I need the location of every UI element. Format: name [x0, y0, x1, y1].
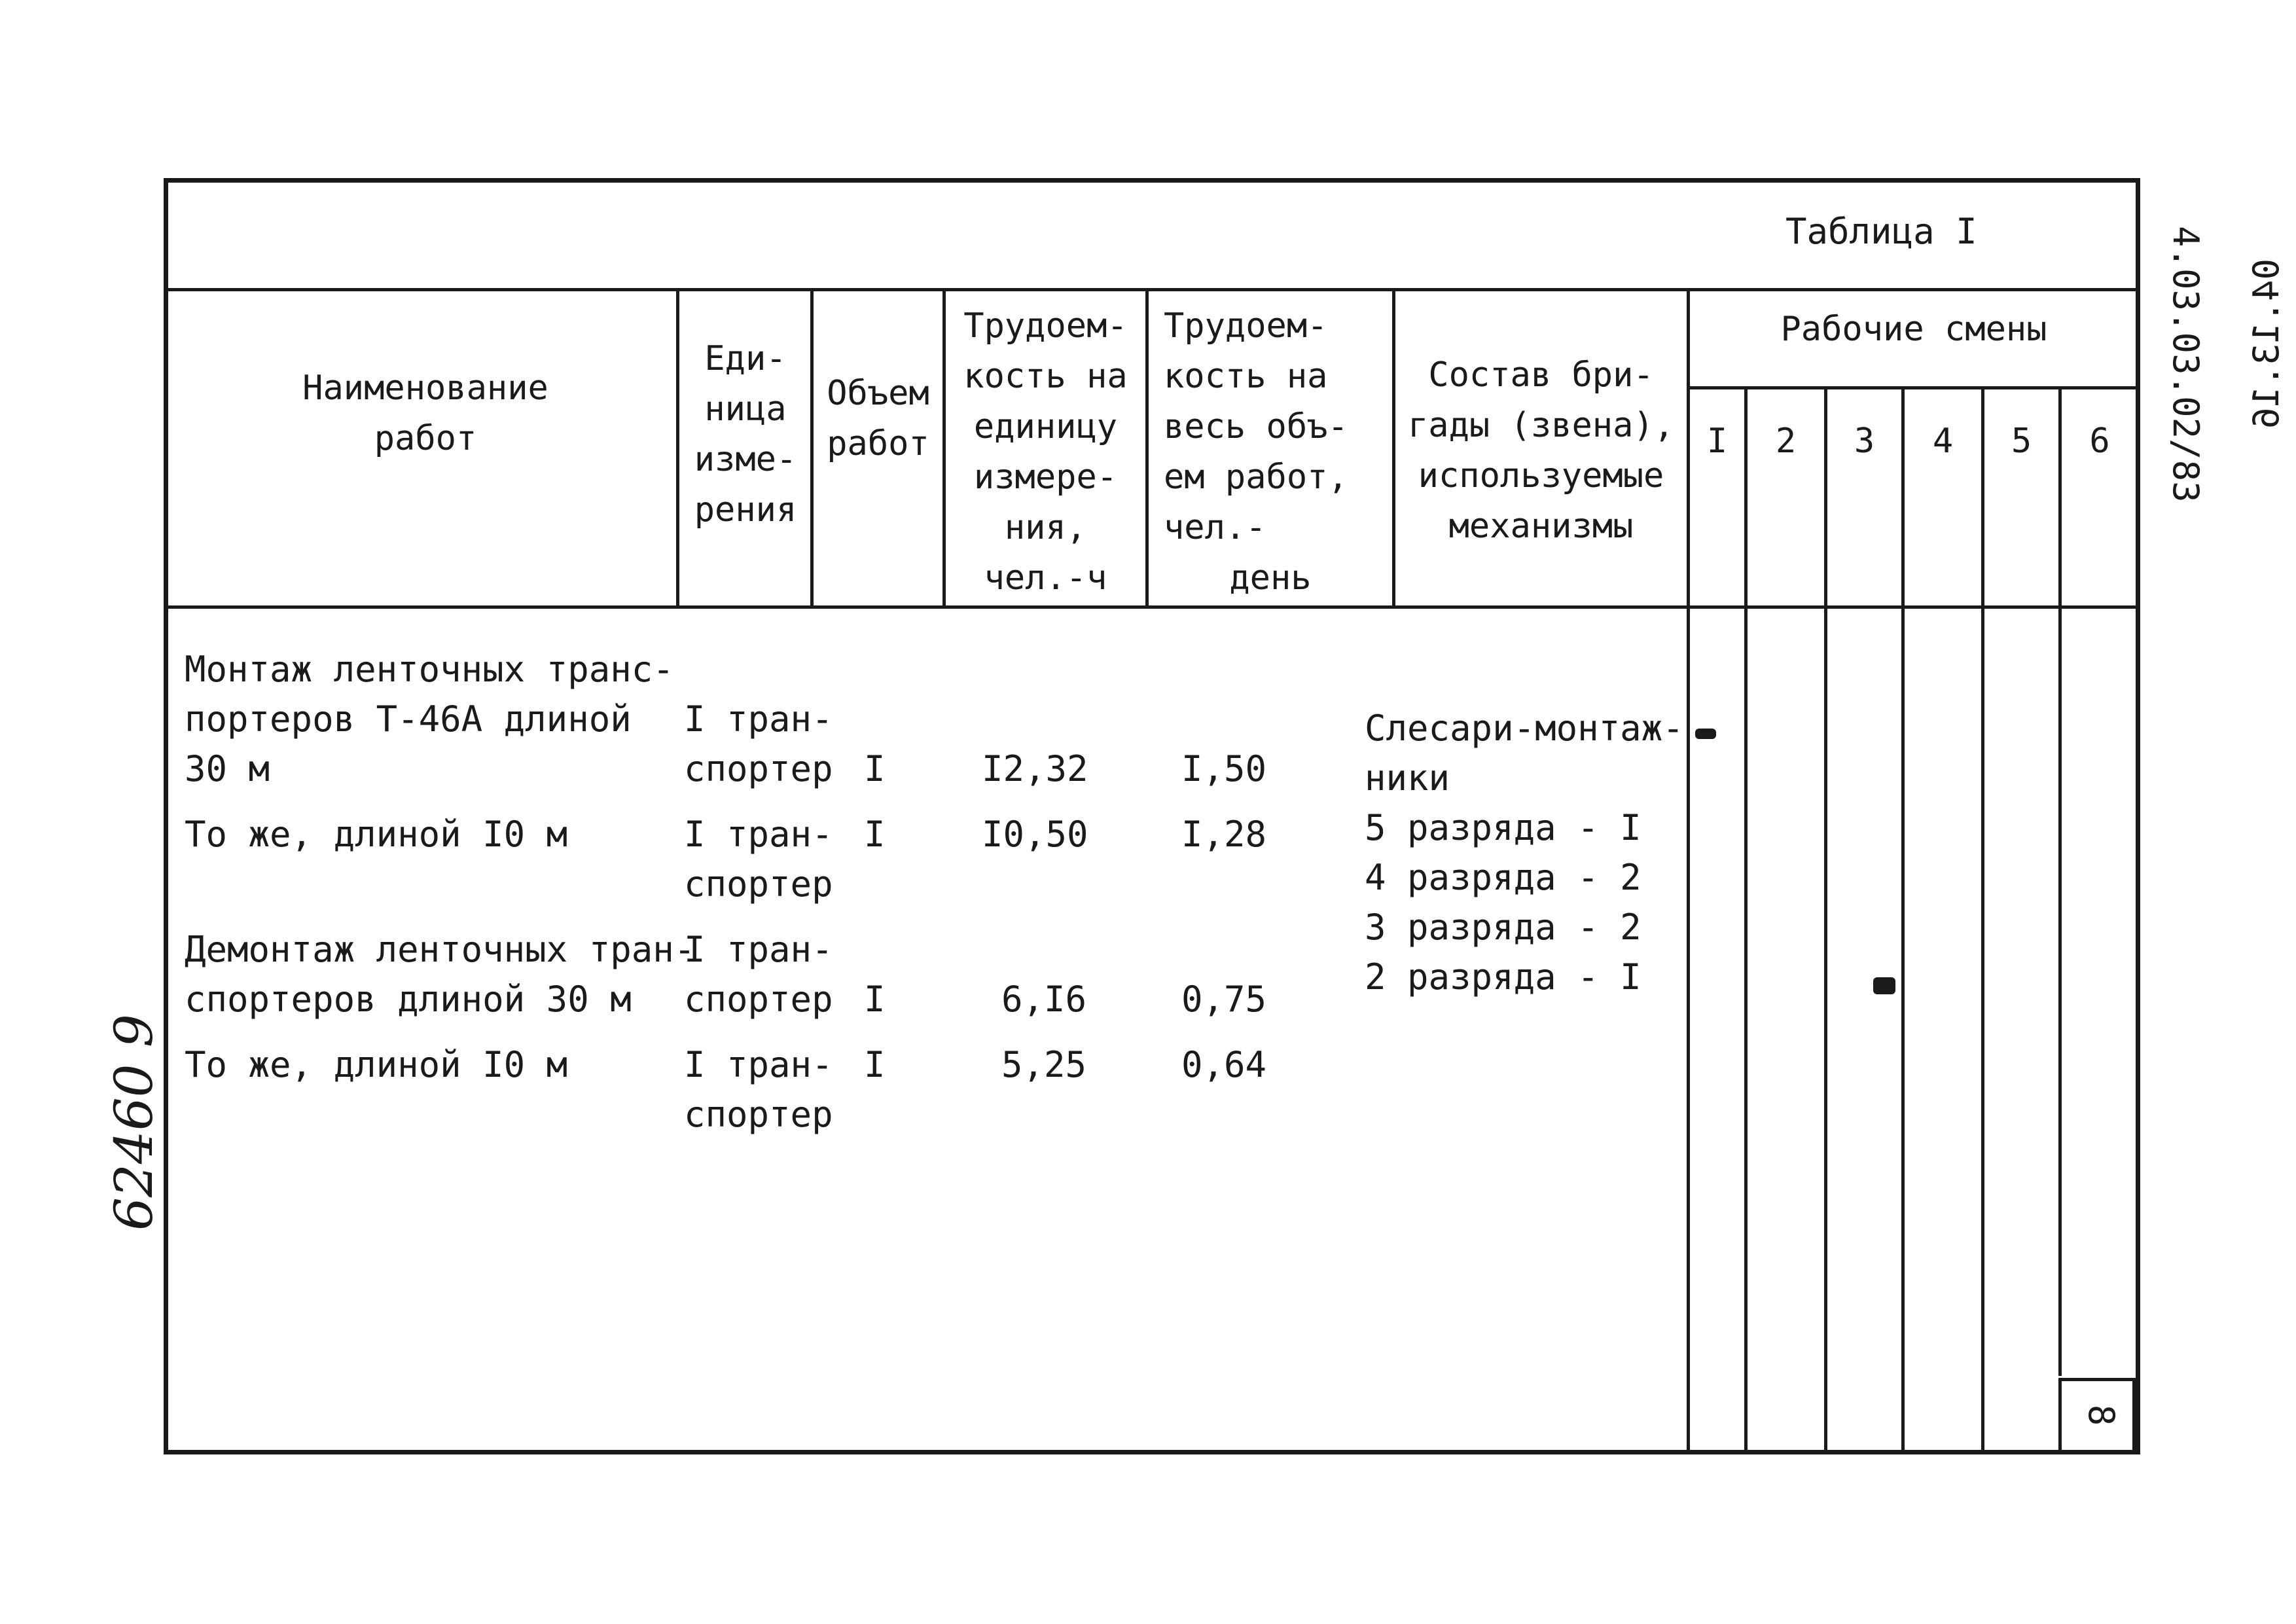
row-3-labor-unit: 6,I6 [1001, 979, 1087, 1020]
header-unit-line-4: рения [694, 490, 797, 530]
table-title: Таблица I [1785, 211, 1977, 252]
row-3-unit-line-1: I тран- [684, 929, 833, 970]
header-labor-unit-line-1: Трудоем- [963, 306, 1128, 346]
shift-rule-3 [1901, 388, 1905, 1453]
row-4-labor-unit: 5,25 [1001, 1044, 1087, 1085]
row-3-labor-total: 0,75 [1181, 979, 1267, 1020]
header-labor-total-line-2: кость на [1164, 357, 1328, 396]
header-shift-1: I [1706, 422, 1728, 461]
schedule-mark-shift-1 [1695, 729, 1716, 739]
header-shift-6: 6 [2089, 422, 2110, 461]
crew-line-6: 2 разряда - I [1365, 956, 1641, 998]
row-1-labor-unit: I2,32 [982, 748, 1088, 789]
header-labor-unit-line-6: чел.-ч [984, 558, 1107, 598]
header-crew-line-1: Состав бри- [1428, 355, 1654, 395]
row-1-name-line-3: 30 м [185, 748, 270, 789]
shift-rule-1 [1744, 388, 1748, 1453]
crew-line-1: Слесари-монтаж- [1365, 708, 1684, 749]
header-labor-total-line-5: чел.- [1164, 508, 1266, 547]
shift-rule-5 [2058, 388, 2062, 1376]
header-shift-3: 3 [1854, 422, 1875, 461]
doc-code-line-1: 04.13.16 [2246, 259, 2287, 429]
header-labor-unit-line-4: измере- [973, 458, 1118, 497]
row-1-name-line-1: Монтаж ленточных транс- [185, 649, 674, 690]
crew-line-5: 3 разряда - 2 [1365, 907, 1641, 948]
header-labor-unit-line-3: единицу [973, 407, 1118, 446]
crew-line-3: 5 разряда - I [1365, 807, 1641, 848]
row-2-volume: I [864, 814, 886, 855]
row-2-unit-line-2: спортер [684, 863, 833, 905]
row-2-unit-line-1: I тран- [684, 814, 833, 855]
header-unit-line-2: ница [704, 389, 787, 429]
row-1-unit-line-1: I тран- [684, 698, 833, 740]
row-1-volume: I [864, 748, 886, 789]
row-2-labor-unit: I0,50 [982, 814, 1088, 855]
crew-line-4: 4 разряда - 2 [1365, 857, 1641, 898]
shift-rule-4 [1981, 388, 1984, 1453]
row-1-unit-line-2: спортер [684, 748, 833, 789]
col-rule-unit [676, 289, 679, 607]
row-3-volume: I [864, 979, 886, 1020]
row-4-unit-line-2: спортер [684, 1094, 833, 1135]
header-labor-total-line-1: Трудоем- [1164, 306, 1328, 346]
row-2-labor-total: I,28 [1181, 814, 1267, 855]
header-crew-line-3: используемые [1418, 456, 1664, 496]
header-crew-line-4: механизмы [1448, 507, 1634, 546]
page-number: 8 [2081, 1404, 2122, 1426]
handwritten-number: 62460 9 [103, 1014, 164, 1231]
schedule-mark-shift-3 [1873, 977, 1895, 994]
doc-code-line-2: 4.03.03.02/83 [2165, 226, 2206, 503]
row-4-volume: I [864, 1044, 886, 1085]
row-3-unit-line-2: спортер [684, 979, 833, 1020]
header-crew-line-2: гады (звена), [1408, 406, 1674, 445]
header-labor-total-line-3: весь объ- [1164, 407, 1348, 446]
row-4-name-line-1: То же, длиной I0 м [185, 1044, 568, 1085]
row-4-labor-total: 0,64 [1181, 1044, 1267, 1085]
header-rule [168, 605, 2138, 609]
header-unit-line-3: изме- [694, 440, 797, 479]
row-4-unit-line-1: I тран- [684, 1044, 833, 1085]
header-name-line-2: работ [374, 419, 477, 458]
row-2-name-line-1: То же, длиной I0 м [185, 814, 568, 855]
header-volume-line-2: работ [827, 424, 929, 463]
header-labor-unit-line-2: кость на [963, 357, 1128, 396]
header-shifts-title: Рабочие смены [1780, 310, 2047, 349]
header-shift-5: 5 [2011, 422, 2032, 461]
row-3-name-line-2: спортеров длиной 30 м [185, 979, 632, 1020]
header-labor-total-line-4: ем работ, [1164, 458, 1348, 497]
header-name-line-1: Наименование [302, 369, 548, 408]
header-labor-unit-line-5: ния, [1004, 508, 1087, 547]
row-1-name-line-2: портеров Т-46А длиной [185, 698, 632, 740]
title-rule [168, 288, 2138, 291]
row-3-name-line-1: Демонтаж ленточных тран- [185, 929, 696, 970]
shift-rule-2 [1824, 388, 1827, 1453]
header-shift-4: 4 [1932, 422, 1954, 461]
header-unit-line-1: Еди- [704, 339, 787, 378]
header-volume-line-1: Объем [827, 374, 929, 413]
header-shift-2: 2 [1775, 422, 1797, 461]
shifts-subrule [1689, 386, 2138, 389]
row-1-labor-total: I,50 [1181, 748, 1267, 789]
header-labor-total-line-6: день [1229, 558, 1312, 598]
crew-line-2: ники [1365, 757, 1450, 799]
